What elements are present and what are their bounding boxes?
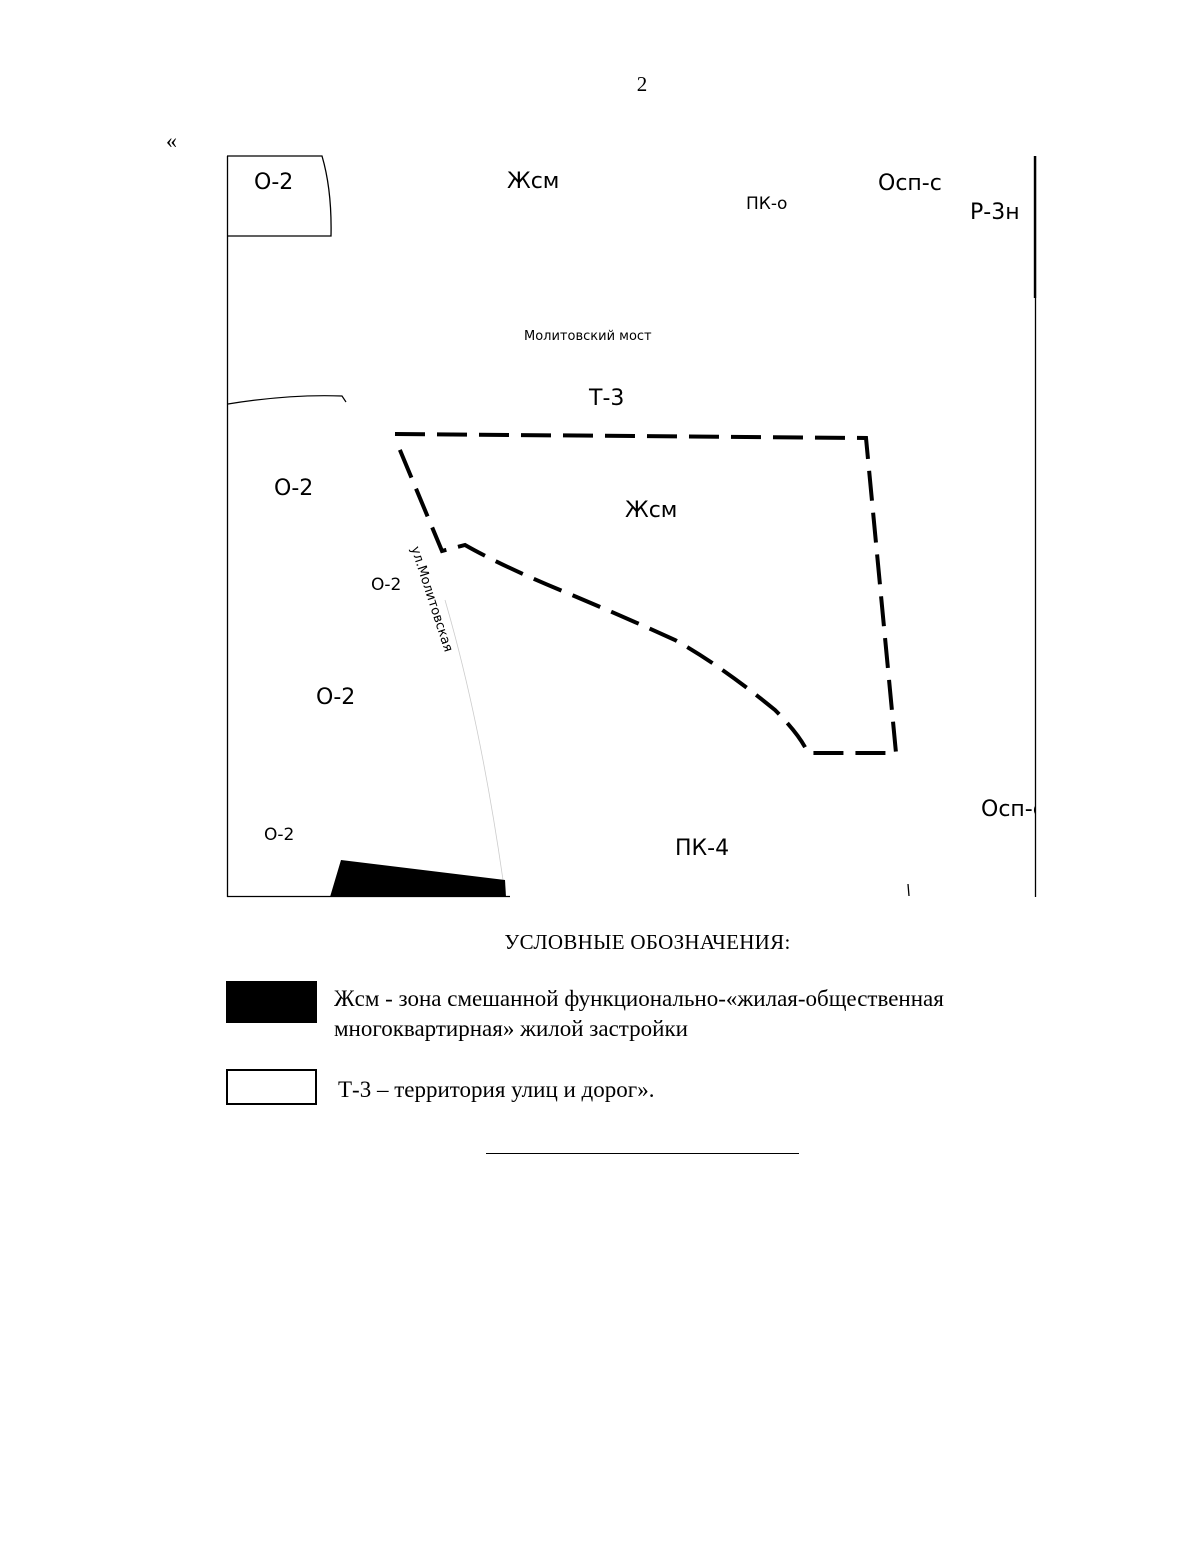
zone-label-t3: Т-3 <box>589 386 625 411</box>
bridge-label: Молитовский мост <box>524 329 652 344</box>
page-number: 2 <box>636 72 648 96</box>
legend-swatch-zhsm <box>226 981 317 1023</box>
legend-swatch-t3 <box>226 1069 317 1105</box>
legend-title: УСЛОВНЫЕ ОБОЗНАЧЕНИЯ: <box>504 930 791 954</box>
zone-label-zhsm-parcel: Жсм <box>625 498 678 523</box>
zone-label-o2-bottom: О-2 <box>264 825 295 845</box>
zone-label-o2-left: О-2 <box>274 476 314 501</box>
parcel-boundary <box>395 434 896 753</box>
zone-label-zhsm-top: Жсм <box>507 169 560 194</box>
legend-text-t3: Т-3 – территория улиц и дорог». <box>338 1077 655 1102</box>
zone-label-pk-o: ПК-о <box>746 194 788 214</box>
zone-label-o2-mid: О-2 <box>316 685 356 710</box>
zone-label-o2-small: О-2 <box>371 575 402 595</box>
zone-label-pk4: ПК-4 <box>675 836 730 861</box>
zone-label-osp-cut: Осп-с <box>981 797 1045 822</box>
zone-zhsm-fill <box>330 860 506 897</box>
opening-quote-mark: « <box>166 128 177 153</box>
street-label: ул.Молитовская <box>407 544 456 654</box>
zone-tick <box>908 884 909 896</box>
zone-label-o2-top-left: О-2 <box>254 170 294 195</box>
zone-label-r3n: Р-3н <box>970 200 1020 225</box>
legend-text-zhsm: Жсм - зона смешанной функционально-«жилая-общественная многоквартирная» жилой застройки <box>334 986 944 1041</box>
closing-rule <box>486 1153 799 1154</box>
zone-boundary-o2-left <box>228 396 346 404</box>
zone-label-osp-s: Осп-с <box>878 171 942 196</box>
zone-boundary-o2-top <box>227 156 331 236</box>
